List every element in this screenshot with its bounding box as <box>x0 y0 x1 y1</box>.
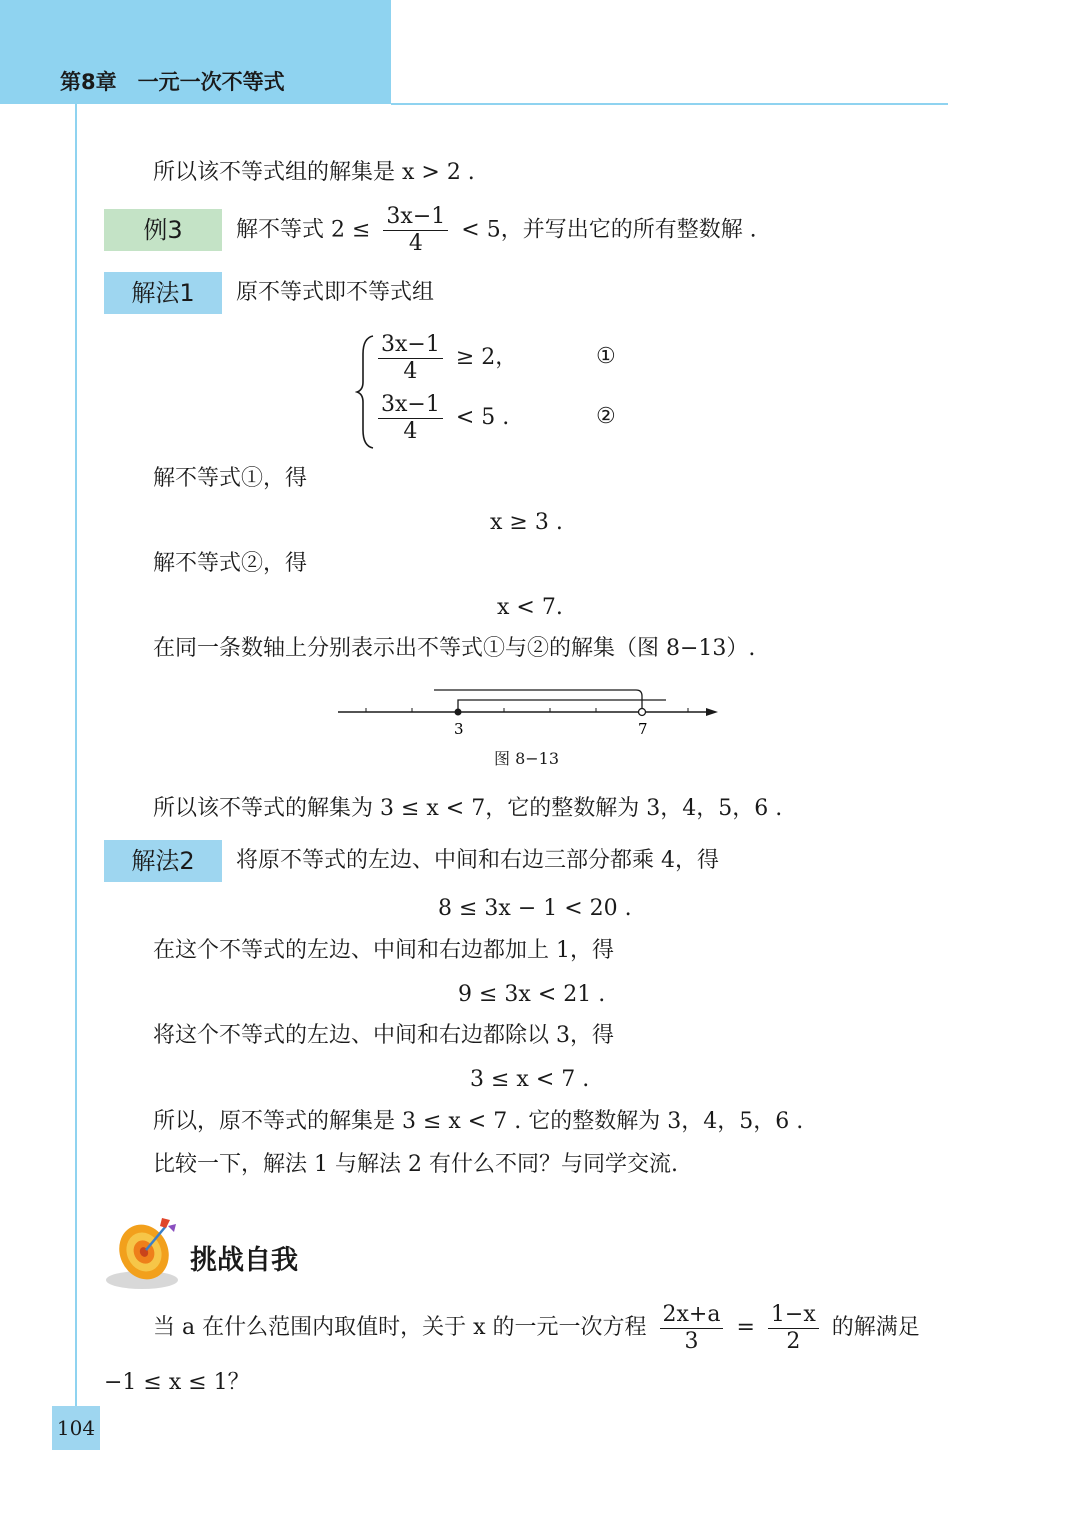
target-icon <box>104 1212 184 1292</box>
challenge-question <box>153 1300 920 1356</box>
solution-ray-ge-3 <box>458 700 666 712</box>
compare-prompt: 比较一下，解法 1 与解法 2 有什么不同？与同学交流. <box>153 1152 678 1177</box>
method-1-intro: 原不等式即不等式组 <box>236 280 435 305</box>
step-add-1: 在这个不等式的左边、中间和右边都加上 1，得 <box>153 938 614 963</box>
method-2-tag: 解法2 <box>104 840 222 882</box>
conclusion-line: 所以该不等式组的解集是 x > 2 . <box>153 160 475 185</box>
equation-2: 9 ≤ 3x < 21 . <box>458 982 606 1007</box>
fraction-denominator: 4 <box>403 418 418 444</box>
challenge-pre: 当 a 在什么范围内取值时，关于 x 的一元一次方程 <box>153 1315 647 1340</box>
inequality-marker-2: ② <box>596 404 616 429</box>
system-1-fraction <box>378 332 443 385</box>
example-3-post: < 5，并写出它的所有整数解 . <box>461 217 757 243</box>
system-inequality-1 <box>372 330 517 386</box>
fraction-denominator: 4 <box>408 231 423 256</box>
example-3-statement <box>236 204 757 257</box>
closed-point-3 <box>455 709 462 716</box>
fraction-denominator: 3 <box>684 1328 699 1354</box>
system-2-relation: < 5 . <box>455 405 510 430</box>
challenge-fraction-2 <box>768 1302 819 1355</box>
open-point-7 <box>639 709 646 716</box>
label-3: 3 <box>454 720 464 738</box>
example-3-tag: 例3 <box>104 209 222 251</box>
inequality-marker-1: ① <box>596 344 616 369</box>
solution-ray-lt-7 <box>434 690 642 712</box>
fraction-numerator: 3x−1 <box>383 204 448 231</box>
number-line-intro: 在同一条数轴上分别表示出不等式①与②的解集（图 8−13）. <box>153 636 756 661</box>
margin-rule <box>75 104 77 1410</box>
equals-sign: = <box>736 1315 755 1340</box>
system-inequality-2 <box>372 390 509 446</box>
result-1: x ≥ 3 . <box>490 510 563 535</box>
fraction-denominator: 2 <box>786 1328 801 1354</box>
equation-1: 8 ≤ 3x − 1 < 20 . <box>438 896 632 921</box>
equation-3: 3 ≤ x < 7 . <box>470 1067 590 1092</box>
example-3-fraction <box>383 204 448 257</box>
challenge-fraction-1 <box>660 1302 724 1355</box>
header-rule <box>391 103 948 105</box>
figure-caption: 图 8−13 <box>494 749 560 768</box>
result-2: x < 7. <box>497 595 563 620</box>
solution-set-2: 所以，原不等式的解集是 3 ≤ x < 7 . 它的整数解为 3，4，5，6 . <box>153 1109 804 1134</box>
challenge-title: 挑战自我 <box>190 1245 298 1276</box>
method-2-intro: 将原不等式的左边、中间和右边三部分都乘 4，得 <box>236 848 719 873</box>
method-1-tag: 解法1 <box>104 272 222 314</box>
challenge-condition: −1 ≤ x ≤ 1？ <box>104 1370 250 1395</box>
fraction-numerator: 1−x <box>768 1302 819 1329</box>
fraction-numerator: 3x−1 <box>378 332 443 359</box>
page-number: 104 <box>52 1406 100 1450</box>
system-2-fraction <box>378 392 443 445</box>
solve-2-text: 解不等式②，得 <box>153 551 308 576</box>
system-1-relation: ≥ 2， <box>455 345 518 370</box>
number-line-figure <box>330 682 730 742</box>
chapter-title: 第8章 一元一次不等式 <box>60 70 285 94</box>
solution-set-1: 所以该不等式的解集为 3 ≤ x < 7，它的整数解为 3，4，5，6 . <box>153 796 783 821</box>
fraction-numerator: 2x+a <box>660 1302 724 1329</box>
axis-arrow <box>706 708 718 716</box>
fraction-numerator: 3x−1 <box>378 392 443 419</box>
label-7: 7 <box>638 720 648 738</box>
example-3-pre: 解不等式 2 ≤ <box>236 217 371 243</box>
solve-1-text: 解不等式①，得 <box>153 466 308 491</box>
step-divide-3: 将这个不等式的左边、中间和右边都除以 3，得 <box>153 1023 614 1048</box>
challenge-post: 的解满足 <box>831 1315 920 1340</box>
fraction-denominator: 4 <box>403 358 418 384</box>
